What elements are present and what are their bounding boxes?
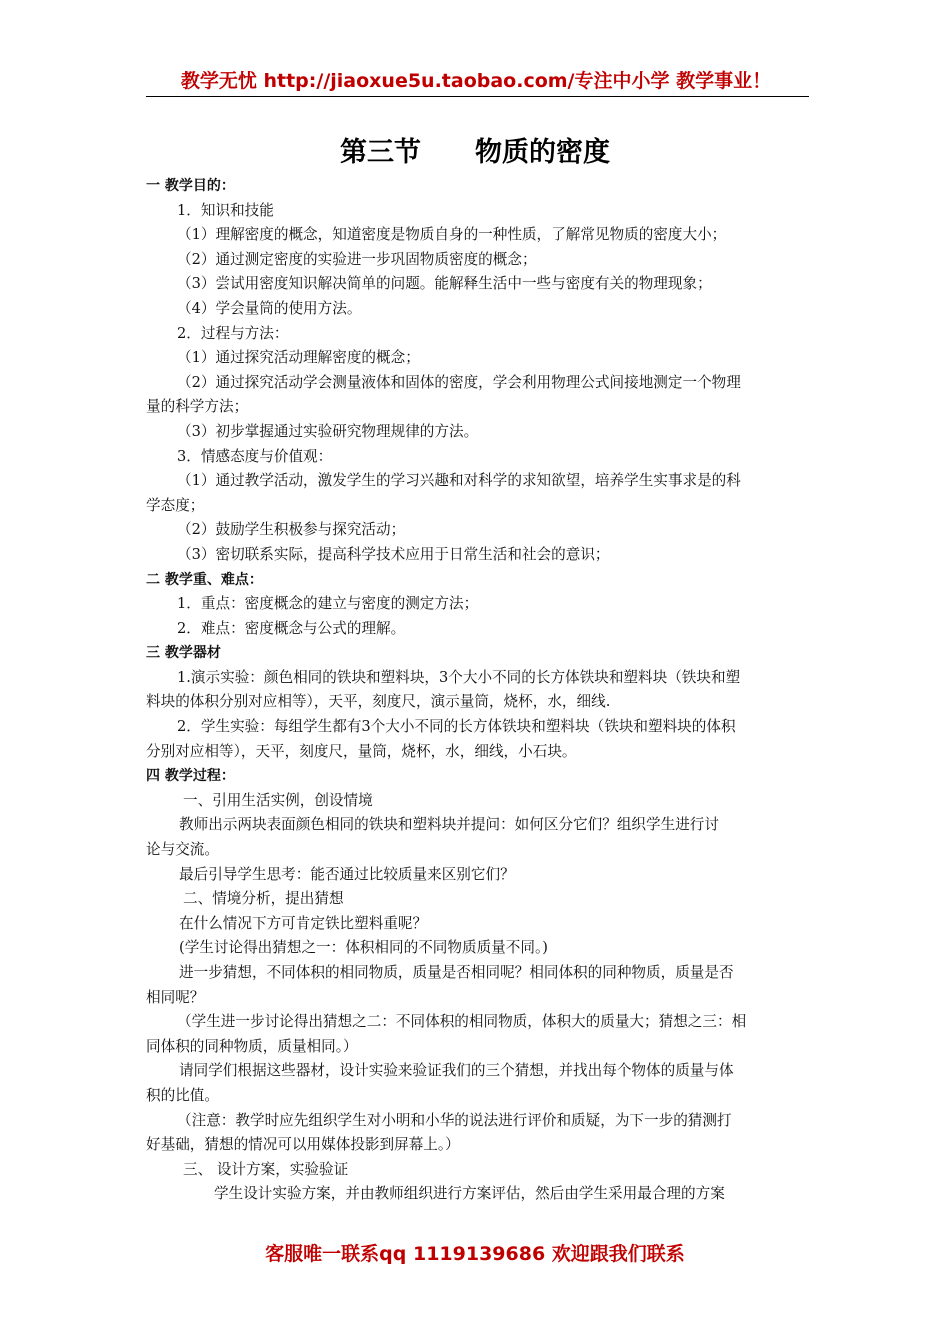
section-heading: 一 教学目的： [146,178,235,194]
paragraph-line: 2．过程与方法： [177,324,289,342]
paragraph-line: （2）鼓励学生积极参与探究活动； [177,521,406,539]
paragraph-line: （3）尝试用密度知识解决简单的问题。能解释生活中一些与密度有关的物理现象； [177,275,712,293]
paragraph-line: 料块的体积分别对应相等），天平，刻度尺，演示量筒，烧杯，水，细线. [146,693,611,711]
paragraph-line: （1）理解密度的概念，知道密度是物质自身的一种性质，了解常见物质的密度大小； [177,226,727,244]
paragraph-line: 好基础，猜想的情况可以用媒体投影到屏幕上。） [146,1136,460,1154]
paragraph-line: 相同呢？ [146,988,205,1006]
paragraph-line: 1.演示实验：颜色相同的铁块和塑料块，3个大小不同的长方体铁块和塑料块（铁块和塑 [177,668,741,686]
paragraph-line: 最后引导学生思考：能否通过比较质量来区别它们？ [179,865,515,883]
paragraph-line: 学生设计实验方案，并由教师组织进行方案评估，然后由学生采用最合理的方案 [214,1185,725,1203]
section-heading: 二 教学重、难点： [146,571,263,588]
paragraph-line: 三、 设计方案，实验验证 [183,1160,349,1178]
section-heading: 三 教学器材 [146,645,221,662]
paragraph-line: （3）初步掌握通过实验研究物理规律的方法。 [177,422,479,440]
paragraph-line: （学生进一步讨论得出猜想之二：不同体积的相同物质，体积大的质量大；猜想之三：相 [177,1013,747,1031]
paragraph-line: 学态度； [146,496,205,514]
paragraph-line: 一、引用生活实例，创设情境 [183,791,373,809]
paragraph-line: （3）密切联系实际，提高科学技术应用于日常生活和社会的意识； [177,545,610,563]
paragraph-line: 分别对应相等），天平，刻度尺，量筒，烧杯，水，细线，小石块。 [146,742,577,760]
paragraph-line: 在什么情况下方可肯定铁比塑料重呢？ [179,914,428,932]
paragraph-line: （2）通过测定密度的实验进一步巩固物质密度的概念； [177,250,537,268]
paragraph-line: 进一步猜想，不同体积的相同物质，质量是否相同呢？相同体积的同种物质，质量是否 [179,964,734,981]
paragraph-line: 1．知识和技能 [177,201,274,219]
paragraph-line: （2）通过探究活动学会测量液体和固体的密度，学会利用物理公式间接地测定一个物理 [177,373,741,391]
paragraph-line: 同体积的同种物质，质量相同。） [146,1037,358,1055]
footer-contact: 客服唯一联系qq 1119139686 欢迎跟我们联系 [265,1243,685,1265]
document-body [146,174,810,1207]
paragraph-line: (学生讨论得出猜想之一：体积相同的不同物质质量不同。) [179,939,548,957]
paragraph-line: 二、情境分析，提出猜想 [183,890,344,908]
paragraph-line: （1）通过探究活动理解密度的概念； [177,349,420,367]
header-banner: 教学无忧 http://jiaoxue5u.taobao.com/专注中小学 教学事业！ [180,70,772,92]
paragraph-line: 1．重点：密度概念的建立与密度的测定方法； [177,595,479,613]
header-divider [146,96,809,97]
paragraph-line: 2．难点：密度概念与公式的理解。 [177,619,406,637]
page-title: 第三节 物质的密度 [340,137,610,168]
paragraph-line: （1）通过教学活动，激发学生的学习兴趣和对科学的求知欲望，培养学生实事求是的科 [177,472,741,490]
section-heading: 四 教学过程： [146,768,235,785]
paragraph-line: （注意：教学时应先组织学生对小明和小华的说法进行评价和质疑，为下一步的猜测打 [177,1111,732,1129]
paragraph-line: 2．学生实验：每组学生都有3个大小不同的长方体铁块和塑料块（铁块和塑料块的体积 [177,718,736,736]
paragraph-line: 量的科学方法； [146,398,249,416]
paragraph-line: 请同学们根据这些器材，设计实验来验证我们的三个猜想，并找出每个物体的质量与体 [179,1062,734,1080]
paragraph-line: 积的比值。 [146,1086,219,1104]
paragraph-line: 论与交流。 [146,841,219,859]
paragraph-line: （4）学会量筒的使用方法。 [177,299,362,317]
paragraph-line: 教师出示两块表面颜色相同的铁块和塑料块并提问：如何区分它们？组织学生进行讨 [179,816,719,834]
paragraph-line: 3．情感态度与价值观： [177,447,333,465]
